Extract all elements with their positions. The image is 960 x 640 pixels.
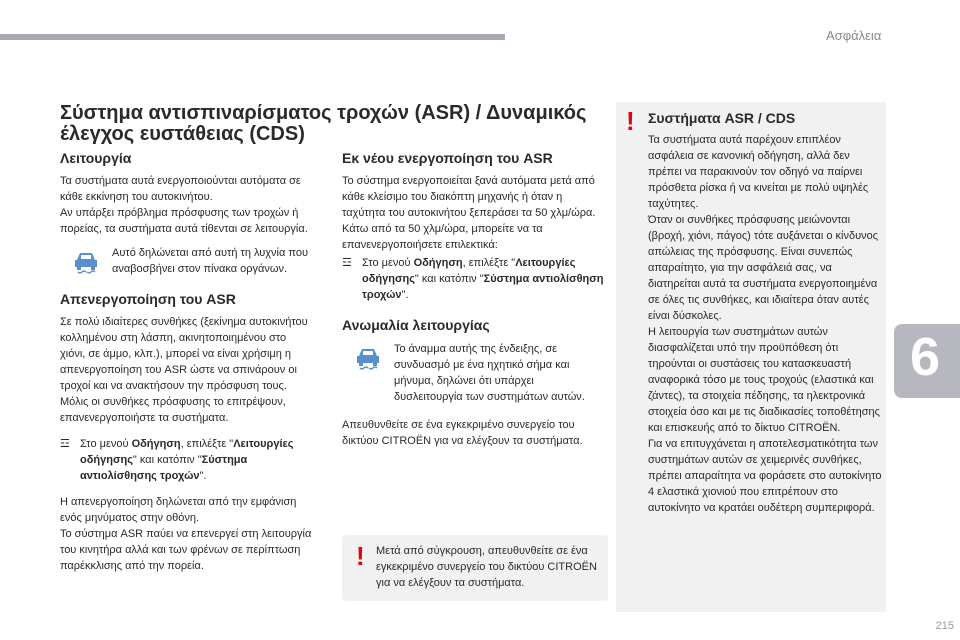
menu-arrow-icon: ☲: [60, 438, 70, 450]
deactivation-text: Σε πολύ ιδιαίτερες συνθήκες (ξεκίνημα αυτοκινήτου κολλημένου στη λάσπη, ακινητοποιημένου στο χιόνι, σε άμμο, κλπ.), μπορεί να είναι χρήσιμη η απενεργοποίηση του ASR ώστε να σπινάρουν οι τροχοί και να ανακτήσουν την πρόσφυση τους. Μόλις οι συνθήκες πρόσφυσης το επιτρέψουν, επανενεργοποιήστε τα συστήματα.: [60, 316, 308, 424]
heading-malfunction: Ανωμαλία λειτουργίας: [342, 317, 490, 333]
menu-arrow-icon: ☲: [342, 257, 352, 269]
heading-operation: Λειτουργία: [60, 150, 132, 166]
menu-instruction: [60, 436, 312, 484]
column-middle: [342, 150, 604, 449]
menu-driving: Οδήγηση: [413, 257, 463, 269]
skidding-car-icon: [342, 341, 394, 375]
section-title: Ασφάλεια: [826, 28, 882, 43]
heading-reactivation: Εκ νέου ενεργοποίηση του ASR: [342, 150, 553, 166]
warning-box-text: Μετά από σύγκρουση, απευθυνθείτε σε ένα εγκεκριμένο συνεργείο του δικτύου CITROËN για να ελέγξουν τα συστήματα.: [376, 545, 597, 589]
menu-driving: Οδήγηση: [131, 438, 181, 450]
operation-text: Τα συστήματα αυτά ενεργοποιούνται αυτόματα σε κάθε εκκίνηση του αυτοκινήτου. Αν υπάρξει πρόβλημα πρόσφυσης των τροχών ή πορείας, τα συστήματα αυτά τίθενται σε λειτουργία.: [60, 175, 308, 235]
warning-box: [342, 535, 608, 601]
menu-system: Σύστημα αντιολίσθησης τροχών: [80, 454, 248, 482]
lamp-note-text: Αυτό δηλώνεται από αυτή τη λυχνία που αναβοσβήνει στον πίνακα οργάνων.: [112, 247, 308, 275]
chapter-tab: [894, 324, 960, 398]
chapter-number: 6: [910, 327, 941, 387]
side-box-title: Συστήματα ASR / CDS: [648, 110, 796, 126]
menu-system: Σύστημα αντιολίσθηση τροχών: [362, 273, 604, 301]
lamp-note: [60, 245, 312, 279]
network-text: Απευθυνθείτε σε ένα εγκεκριμένο συνεργείο του δικτύου CITROËN για να ελέγξουν τα συστήματα.: [342, 419, 583, 447]
malfunction-note: [342, 341, 604, 405]
menu-instruction-2: [342, 255, 604, 303]
menu-functions: Λειτουργίες οδήγησης: [362, 257, 576, 285]
side-box-text: Τα συστήματα αυτά παρέχουν επιπλέον ασφάλεια σε κανονική οδήγηση, αλλά δεν πρέπει να παρακινούν τον οδηγό να παίρνει πρόσθετα ρίσκα ή να κινείται με πολύ υψηλές ταχύτητες. Όταν οι συνθήκες πρόσφυσης μειώνονται (βροχή, χιόνι, πάγος) τότε αυξάνεται ο κίνδυνος απώλειας της πρόσφυσης. Είναι συνεπώς απαραίτητο, για την ασφάλειά σας, να διατηρείται αυτά τα συστήματα ενεργοποιημένα σε όλες τις συνθήκες, και ιδιαίτερα όταν αυτές είναι δύσκολες. Η λειτουργία των συστημάτων αυτών διασφαλίζεται υπό την προϋπόθεση ότι τηρούνται οι συστάσεις του κατασκευαστή αναφορικά τόσο με τους τροχούς (ελαστικά και ζάντες), τα στοιχεία πέδησης, τα ηλεκτρονικά στοιχεία όσο και με τις διαδικασίες τοποθέτησης και επισκευής από το δίκτυο CITROËN. Για να επιτυγχάνεται η αποτελεσματικότητα των συστημάτων αυτών σε χειμερινές συνθήκες, πρέπει απαραίτητα να φοράσετε στο αυτοκίνητο 4 ελαστικά χιονιού που επιτρέπουν στο αυτοκίνητο να κρατάει ουδέτερη συμπεριφορά.: [648, 134, 882, 514]
skidding-car-icon: [60, 245, 112, 279]
menu-instruction-text-2: Στο μενού Οδήγηση, επιλέξτε "Λειτουργίες οδήγησης" και κατόπιν "Σύστημα αντιολίσθηση τροχών".: [362, 257, 604, 301]
header-bar: [0, 34, 505, 40]
menu-functions: Λειτουργίες οδήγησης: [80, 438, 294, 466]
malfunction-note-text: Το άναμμα αυτής της ένδειξης, σε συνδυασμό με ένα ηχητικό σήμα και μήνυμα, δηλώνει ότι υπάρχει δυσλειτουργία των συστημάτων αυτών.: [394, 343, 585, 403]
reactivation-text: Το σύστημα ενεργοποιείται ξανά αυτόματα μετά από κάθε κλείσιμο του διακόπτη μηχανής ή όταν η ταχύτητα του αυτοκινήτου ξεπεράσει τα 50 χλμ/ώρα. Κάτω από τα 50 χλμ/ώρα, μπορείτε να τα επανενεργοποιήσετε επιλεκτικά:: [342, 175, 596, 251]
page-title: Σύστημα αντισπιναρίσματος τροχών (ASR) / Δυναμικός έλεγχος ευστάθειας (CDS): [60, 102, 587, 145]
exclamation-icon: !: [626, 106, 635, 136]
deactivation-message-text: Η απενεργοποίηση δηλώνεται από την εμφάνιση ενός μηνύματος στην οθόνη. Το σύστημα ASR παύει να επενεργεί στη λειτουργία του κινητήρα αλλά και των φρένων σε περίπτωση παρέκκλισης από την πορεία.: [60, 496, 312, 572]
heading-deactivation: Απενεργοποίηση του ASR: [60, 291, 236, 307]
page-number: 215: [935, 620, 954, 632]
side-info-box: [616, 102, 886, 612]
exclamation-icon: !: [356, 541, 365, 571]
column-left: [60, 150, 312, 574]
menu-instruction-text: Στο μενού Οδήγηση, επιλέξτε "Λειτουργίες οδήγησης" και κατόπιν "Σύστημα αντιολίσθησης τροχών".: [80, 438, 294, 482]
